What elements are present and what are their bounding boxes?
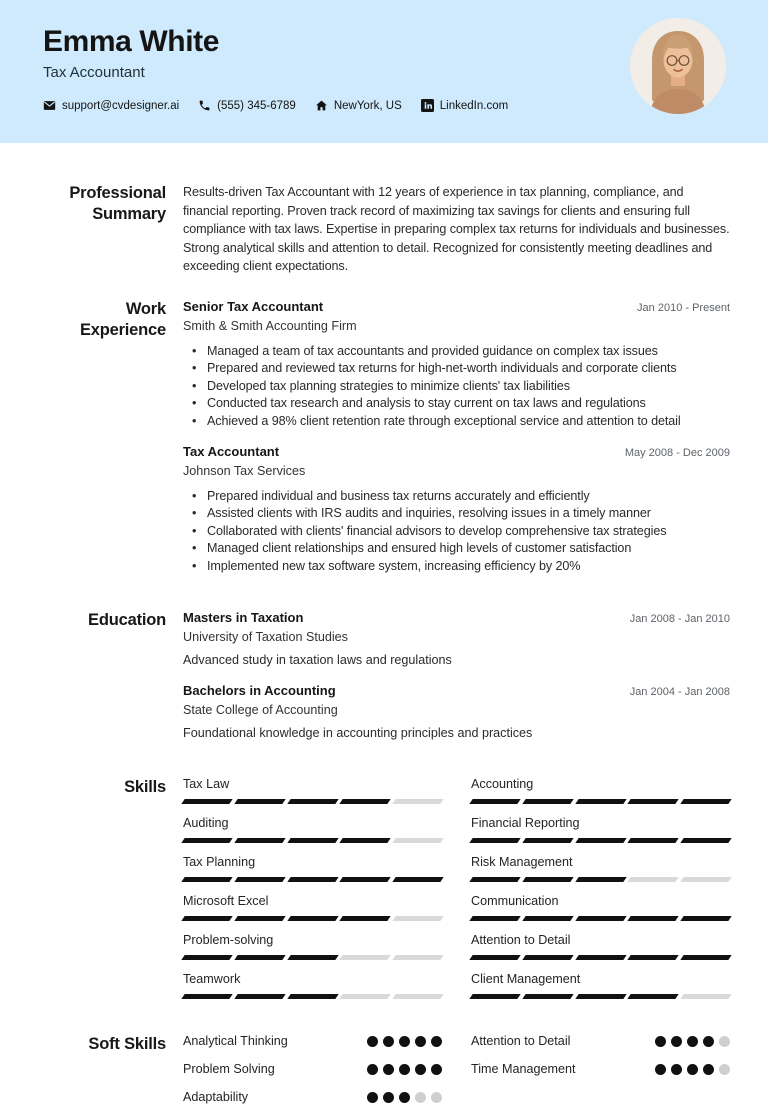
skill-item (183, 777, 442, 804)
skill-item (183, 816, 442, 843)
skill-item (183, 933, 442, 960)
skill-item (471, 816, 730, 843)
contact-phone-text: (555) 345-6789 (217, 99, 296, 112)
skill-label: Financial Reporting (471, 816, 580, 831)
skill-label: Risk Management (471, 855, 573, 870)
job-bullet: • Collaborated with clients' financial advisors to develop comprehensive tax strategies (192, 523, 730, 540)
skill-level-bar (471, 877, 730, 882)
degree-title: Masters in Taxation (183, 610, 304, 626)
job-entry (183, 299, 730, 430)
soft-skill-label: Adaptability (183, 1090, 249, 1105)
soft-skill-label: Time Management (471, 1062, 576, 1077)
skill-level-bar (183, 955, 442, 960)
education-description: Advanced study in taxation laws and regulations (183, 653, 452, 668)
skill-item (471, 972, 730, 999)
skill-level-bar (183, 877, 442, 882)
skill-item (183, 972, 442, 999)
skill-level-bar (471, 838, 730, 843)
contact-phone (198, 99, 296, 112)
section-heading: Professional Summary (69, 184, 166, 223)
contact-email (43, 99, 179, 112)
job-bullet: • Managed client relationships and ensured high levels of customer satisfaction (192, 540, 730, 557)
school-name: University of Taxation Studies (183, 630, 348, 645)
contact-linkedin-text: LinkedIn.com (439, 99, 509, 112)
soft-skill-dots (367, 1064, 442, 1075)
soft-skill-item (471, 1034, 730, 1049)
job-bullet: • Prepared and reviewed tax returns for high-net-worth individuals and corporate clients (192, 360, 730, 377)
resume-header (0, 0, 768, 143)
skill-label: Communication (471, 894, 559, 909)
soft-skills-column-left (183, 1034, 442, 1118)
skill-item (471, 855, 730, 882)
section-work-experience (0, 299, 730, 575)
education-entry (183, 610, 730, 668)
soft-skill-dots (655, 1064, 730, 1075)
skill-item (471, 894, 730, 921)
section-heading: Skills (124, 778, 166, 797)
education-date: Jan 2004 - Jan 2008 (629, 686, 730, 699)
skill-label: Client Management (471, 972, 581, 987)
section-soft-skills (0, 1034, 730, 1118)
skill-level-bar (471, 916, 730, 921)
soft-skill-label: Attention to Detail (471, 1034, 571, 1049)
skill-level-bar (183, 916, 442, 921)
skill-label: Tax Law (183, 777, 230, 792)
linkedin-icon (421, 99, 434, 112)
section-professional-summary (0, 183, 730, 276)
phone-icon (198, 99, 211, 112)
contact-location (315, 99, 402, 112)
school-name: State College of Accounting (183, 703, 338, 718)
email-icon (43, 99, 56, 112)
job-bullet-list (183, 488, 730, 575)
job-entry (183, 444, 730, 575)
education-description: Foundational knowledge in accounting principles and practices (183, 726, 533, 741)
soft-skill-item (183, 1034, 442, 1049)
soft-skill-item (183, 1090, 442, 1105)
soft-skill-item (183, 1062, 442, 1077)
job-bullet: • Managed a team of tax accountants and provided guidance on complex tax issues (192, 343, 730, 360)
skills-column-right (471, 777, 730, 1011)
soft-skill-dots (655, 1036, 730, 1047)
soft-skill-label: Analytical Thinking (183, 1034, 288, 1049)
profile-photo (630, 18, 726, 114)
skill-label: Tax Planning (183, 855, 256, 870)
section-heading: Work Experience (79, 299, 166, 339)
skill-label: Problem-solving (183, 933, 274, 948)
skill-item (183, 855, 442, 882)
education-date: Jan 2008 - Jan 2010 (629, 613, 730, 626)
skill-level-bar (471, 994, 730, 999)
summary-text: Results-driven Tax Accountant with 12 years of experience in tax planning, compliance, and financial reporting. Proven track record of maximizing tax savings for clients and ensuring full compliance with tax laws. Expertise in preparing complex tax returns for individuals and businesses. Strong analytical skills and attention to detail. Recognized for consistently meeting deadlines and exceeding client expectations. (183, 185, 730, 274)
skill-level-bar (183, 838, 442, 843)
skills-column-left (183, 777, 442, 1011)
soft-skills-column-right (471, 1034, 730, 1118)
job-bullet: • Implemented new tax software system, increasing efficiency by 20% (192, 558, 730, 575)
section-heading: Education (88, 611, 166, 630)
skill-label: Microsoft Excel (183, 894, 269, 909)
skill-label: Teamwork (183, 972, 241, 987)
skill-level-bar (471, 955, 730, 960)
skill-item (471, 933, 730, 960)
skill-label: Auditing (183, 816, 229, 831)
skill-level-bar (471, 799, 730, 804)
job-company: Johnson Tax Services (183, 464, 306, 478)
home-icon (315, 99, 328, 112)
job-title: Senior Tax Accountant (183, 298, 324, 314)
section-heading: Soft Skills (88, 1035, 166, 1054)
skill-label: Attention to Detail (471, 933, 571, 948)
soft-skill-dots (367, 1036, 442, 1047)
contact-email-text: support@cvdesigner.ai (62, 99, 180, 112)
contact-linkedin (421, 99, 508, 112)
skill-level-bar (183, 994, 442, 999)
job-company: Smith & Smith Accounting Firm (183, 318, 357, 333)
job-bullet: • Developed tax planning strategies to minimize clients' tax liabilities (192, 378, 730, 395)
job-date: May 2008 - Dec 2009 (624, 447, 730, 459)
soft-skill-item (471, 1062, 730, 1077)
job-title: Tax Accountant (183, 444, 280, 459)
resume-body (0, 143, 768, 1118)
education-entry (183, 683, 730, 741)
section-skills (0, 777, 730, 1011)
job-date: Jan 2010 - Present (637, 301, 730, 314)
job-bullet: • Prepared individual and business tax returns accurately and efficiently (192, 488, 730, 505)
soft-skill-label: Problem Solving (183, 1062, 275, 1077)
soft-skill-dots (367, 1092, 442, 1103)
job-bullet: • Assisted clients with IRS audits and inquiries, resolving issues in a timely manner (192, 505, 730, 522)
skill-item (183, 894, 442, 921)
candidate-job-title: Tax Accountant (43, 64, 145, 81)
job-bullet: • Achieved a 98% client retention rate through exceptional service and attention to detail (192, 413, 730, 430)
skill-label: Accounting (471, 777, 534, 792)
job-bullet-list (183, 343, 730, 430)
degree-title: Bachelors in Accounting (183, 683, 336, 699)
skill-item (471, 777, 730, 804)
job-bullet: • Conducted tax research and analysis to stay current on tax laws and regulations (192, 395, 730, 412)
contact-location-text: NewYork, US (333, 99, 402, 112)
section-education (0, 610, 730, 741)
skill-level-bar (183, 799, 442, 804)
candidate-name: Emma White (43, 25, 220, 58)
